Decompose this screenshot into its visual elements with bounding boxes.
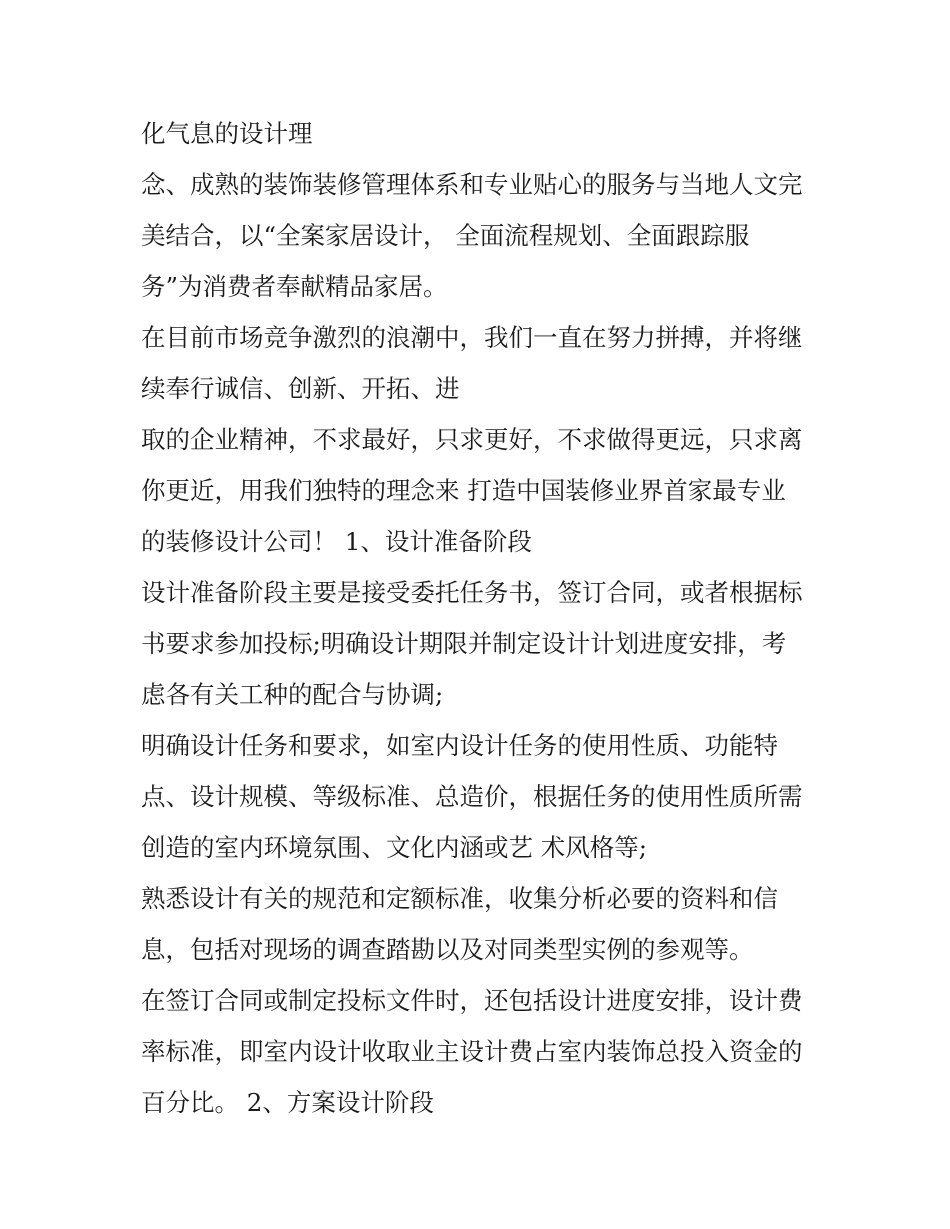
text-line: 点、设计规模、等级标准、总造价，根据任务的使用性质所需 <box>141 782 803 811</box>
text-line: 息，包括对现场的调查踏勘以及对同类型实例的参观等。 <box>141 935 754 964</box>
text-line: 你更近，用我们独特的理念来 打造中国装修业界首家最专业 <box>141 476 786 505</box>
text-line: 在目前市场竞争激烈的浪潮中，我们一直在努力拼搏，并将继 <box>141 323 803 352</box>
text-line: 续奉行诚信、创新、开拓、进 <box>141 374 460 403</box>
text-line: 化气息的设计理 <box>141 119 313 148</box>
text-line: 书要求参加投标;明确设计期限并制定设计计划进度安排，考 <box>141 629 787 658</box>
text-line: 明确设计任务和要求，如室内设计任务的使用性质、功能特 <box>141 731 778 760</box>
text-line: 虑各有关工种的配合与协调; <box>141 680 444 709</box>
text-line: 念、成熟的装饰装修管理体系和专业贴心的服务与当地人文完 <box>141 170 803 199</box>
text-line: 创造的室内环境氛围、文化内涵或艺 术风格等; <box>141 833 648 862</box>
text-line: 熟悉设计有关的规范和定额标准，收集分析必要的资料和信 <box>141 884 778 913</box>
text-line: 美结合，以“全案家居设计， 全面流程规划、全面跟踪服 <box>141 221 750 250</box>
document-body <box>141 108 821 1128</box>
text-line: 百分比。 2、方案设计阶段 <box>141 1088 434 1117</box>
text-line: 率标准，即室内设计收取业主设计费占室内装饰总投入资金的 <box>141 1037 803 1066</box>
text-line: 的装修设计公司！ 1、设计准备阶段 <box>141 527 532 556</box>
text-line: 在签订合同或制定投标文件时，还包括设计进度安排，设计费 <box>141 986 803 1015</box>
text-line: 设计准备阶段主要是接受委托任务书，签订合同，或者根据标 <box>141 578 803 607</box>
text-line: 取的企业精神，不求最好，只求更好，不求做得更远，只求离 <box>141 425 803 454</box>
text-line: 务”为消费者奉献精品家居。 <box>141 272 448 301</box>
